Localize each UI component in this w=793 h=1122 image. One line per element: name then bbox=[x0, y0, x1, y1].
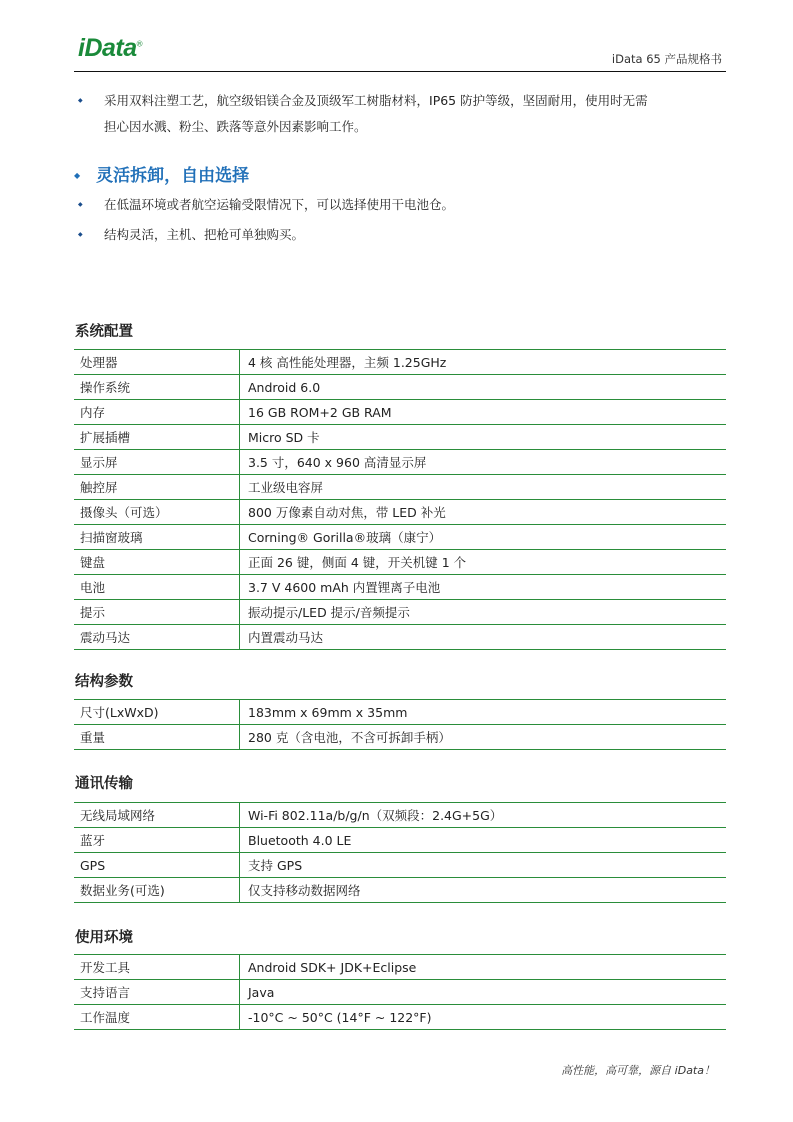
table-row bbox=[74, 375, 726, 400]
spec-label: 开发工具 bbox=[74, 955, 240, 980]
spec-value: 工业级电容屏 bbox=[240, 475, 727, 500]
idata-logo: iData® bbox=[78, 34, 143, 62]
diamond-bullet-icon: ◆ bbox=[74, 171, 81, 180]
table-row bbox=[74, 725, 726, 750]
table-row bbox=[74, 853, 726, 878]
table-row bbox=[74, 350, 726, 375]
table-row bbox=[74, 700, 726, 725]
spec-label: 震动马达 bbox=[74, 625, 240, 650]
spec-value: -10°C ~ 50°C (14°F ~ 122°F) bbox=[240, 1005, 727, 1030]
feature-bullet: ◆ 结构灵活，主机、把枪可单独购买。 bbox=[74, 222, 726, 248]
table-row bbox=[74, 425, 726, 450]
spec-value: Micro SD 卡 bbox=[240, 425, 727, 450]
spec-label: 显示屏 bbox=[74, 450, 240, 475]
spec-value: 振动提示/LED 提示/音频提示 bbox=[240, 600, 727, 625]
spec-label: 操作系统 bbox=[74, 375, 240, 400]
communication-title: 通讯传输 bbox=[75, 776, 133, 792]
table-row bbox=[74, 625, 726, 650]
spec-value: Bluetooth 4.0 LE bbox=[240, 828, 727, 853]
spec-value: 正面 26 键，侧面 4 键，开关机键 1 个 bbox=[240, 550, 727, 575]
spec-label: 处理器 bbox=[74, 350, 240, 375]
spec-label: 扩展插槽 bbox=[74, 425, 240, 450]
table-row bbox=[74, 450, 726, 475]
environment-table bbox=[74, 954, 726, 1030]
spec-label: GPS bbox=[74, 853, 240, 878]
system-config-table bbox=[74, 349, 726, 650]
spec-value: Android 6.0 bbox=[240, 375, 727, 400]
spec-value: 16 GB ROM+2 GB RAM bbox=[240, 400, 727, 425]
footer-slogan: 高性能，高可靠，源自 iData！ bbox=[561, 1064, 715, 1077]
spec-label: 蓝牙 bbox=[74, 828, 240, 853]
spec-value: Corning® Gorilla®玻璃（康宁） bbox=[240, 525, 727, 550]
system-config-title: 系统配置 bbox=[75, 324, 133, 340]
table-row bbox=[74, 600, 726, 625]
table-row bbox=[74, 878, 726, 903]
feature-heading: ◆ 灵活拆卸，自由选择 bbox=[74, 166, 250, 186]
spec-value: Android SDK+ JDK+Eclipse bbox=[240, 955, 727, 980]
spec-value: 183mm x 69mm x 35mm bbox=[240, 700, 727, 725]
spec-value: 4 核 高性能处理器，主频 1.25GHz bbox=[240, 350, 727, 375]
intro-bullet: ◆ 采用双料注塑工艺，航空级铝镁合金及顶级军工树脂材料，IP65 防护等级，坚固耐用，使用时无需 担心因水溅、粉尘、跌落等意外因素影响工作。 bbox=[74, 88, 726, 140]
communication-table bbox=[74, 802, 726, 903]
spec-value: 内置震动马达 bbox=[240, 625, 727, 650]
table-row bbox=[74, 803, 726, 828]
table-row bbox=[74, 500, 726, 525]
intro-bullet-list bbox=[74, 88, 726, 140]
spec-value: 3.7 V 4600 mAh 内置锂离子电池 bbox=[240, 575, 727, 600]
table-row bbox=[74, 550, 726, 575]
spec-label: 尺寸(LxWxD) bbox=[74, 700, 240, 725]
structure-params-table bbox=[74, 699, 726, 750]
spec-label: 扫描窗玻璃 bbox=[74, 525, 240, 550]
spec-value: 3.5 寸，640 x 960 高清显示屏 bbox=[240, 450, 727, 475]
table-row bbox=[74, 475, 726, 500]
table-row bbox=[74, 1005, 726, 1030]
spec-label: 键盘 bbox=[74, 550, 240, 575]
environment-title: 使用环境 bbox=[75, 930, 133, 946]
spec-label: 电池 bbox=[74, 575, 240, 600]
spec-label: 工作温度 bbox=[74, 1005, 240, 1030]
spec-label: 支持语言 bbox=[74, 980, 240, 1005]
spec-value: 仅支持移动数据网络 bbox=[240, 878, 727, 903]
table-row bbox=[74, 955, 726, 980]
table-row bbox=[74, 400, 726, 425]
table-row bbox=[74, 525, 726, 550]
spec-label: 数据业务(可选) bbox=[74, 878, 240, 903]
feature-bullet-list bbox=[74, 192, 726, 248]
spec-label: 触控屏 bbox=[74, 475, 240, 500]
spec-value: 支持 GPS bbox=[240, 853, 727, 878]
spec-label: 摄像头（可选） bbox=[74, 500, 240, 525]
document-title: iData 65 产品规格书 bbox=[611, 52, 722, 66]
spec-value: Java bbox=[240, 980, 727, 1005]
table-row bbox=[74, 980, 726, 1005]
structure-params-title: 结构参数 bbox=[75, 674, 133, 690]
page-header bbox=[74, 34, 726, 72]
spec-value: 800 万像素自动对焦，带 LED 补光 bbox=[240, 500, 727, 525]
table-row bbox=[74, 575, 726, 600]
spec-value: Wi-Fi 802.11a/b/g/n（双频段：2.4G+5G） bbox=[240, 803, 727, 828]
table-row bbox=[74, 828, 726, 853]
spec-label: 无线局域网络 bbox=[74, 803, 240, 828]
spec-value: 280 克（含电池，不含可拆卸手柄） bbox=[240, 725, 727, 750]
spec-label: 内存 bbox=[74, 400, 240, 425]
feature-bullet: ◆ 在低温环境或者航空运输受限情况下，可以选择使用干电池仓。 bbox=[74, 192, 726, 218]
spec-label: 重量 bbox=[74, 725, 240, 750]
spec-label: 提示 bbox=[74, 600, 240, 625]
